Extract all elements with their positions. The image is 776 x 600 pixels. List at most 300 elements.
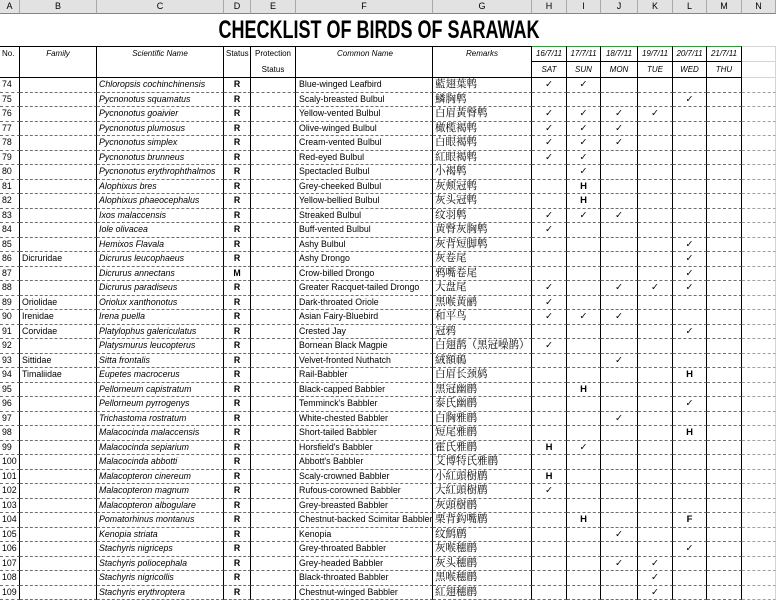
cell-status[interactable]: R <box>224 470 251 485</box>
cell-sighting-mon[interactable] <box>601 397 638 412</box>
cell-scientific-name[interactable]: Malacocinda abbotti <box>97 455 224 470</box>
header-family[interactable]: Family <box>20 46 97 62</box>
cell-no[interactable]: 109 <box>0 586 20 600</box>
cell-sighting-sat[interactable] <box>532 557 567 572</box>
cell-sighting-thu[interactable] <box>707 296 742 311</box>
cell-scientific-name[interactable]: Malacocinda malaccensis <box>97 426 224 441</box>
cell-no[interactable]: 83 <box>0 209 20 224</box>
cell-family[interactable] <box>20 484 97 499</box>
cell-sighting-sun[interactable]: ✓ <box>567 441 601 456</box>
cell-sighting-mon[interactable] <box>601 513 638 528</box>
empty-cell[interactable] <box>742 209 776 224</box>
cell-common-name[interactable]: Short-tailed Babbler <box>296 426 433 441</box>
empty-cell[interactable] <box>742 571 776 586</box>
header-day-tue[interactable]: TUE <box>638 62 673 78</box>
empty-cell[interactable] <box>742 78 776 93</box>
cell-sighting-sat[interactable] <box>532 571 567 586</box>
cell-sighting-wed[interactable]: ✓ <box>673 281 707 296</box>
cell-sighting-thu[interactable] <box>707 209 742 224</box>
cell-sighting-sun[interactable]: H <box>567 383 601 398</box>
cell-sighting-mon[interactable]: ✓ <box>601 412 638 427</box>
cell-protection-status[interactable] <box>251 586 296 600</box>
header-day-wed[interactable]: WED <box>673 62 707 78</box>
cell-sighting-wed[interactable] <box>673 223 707 238</box>
cell-common-name[interactable]: Black-throated Babbler <box>296 571 433 586</box>
cell-family[interactable]: Oriolidae <box>20 296 97 311</box>
cell-protection-status[interactable] <box>251 470 296 485</box>
cell-common-name[interactable]: Grey-breasted Babbler <box>296 499 433 514</box>
cell-common-name[interactable]: White-chested Babbler <box>296 412 433 427</box>
cell-scientific-name[interactable]: Malacocinda sepiarium <box>97 441 224 456</box>
cell-sighting-thu[interactable] <box>707 586 742 600</box>
cell-sighting-tue[interactable] <box>638 499 673 514</box>
cell-remarks[interactable]: 冠鸦 <box>433 325 532 340</box>
cell-sighting-sun[interactable]: ✓ <box>567 78 601 93</box>
cell-remarks[interactable]: 灰頭樹鹛 <box>433 499 532 514</box>
cell-sighting-sun[interactable] <box>567 238 601 253</box>
cell-sighting-tue[interactable] <box>638 339 673 354</box>
cell-sighting-thu[interactable] <box>707 267 742 282</box>
cell-no[interactable]: 87 <box>0 267 20 282</box>
cell-remarks[interactable]: 短尾雅鹛 <box>433 426 532 441</box>
cell-scientific-name[interactable]: Malacopteron cinereum <box>97 470 224 485</box>
cell-no[interactable]: 91 <box>0 325 20 340</box>
cell-remarks[interactable]: 黑喉黄鹂 <box>433 296 532 311</box>
cell-sighting-sun[interactable]: ✓ <box>567 122 601 137</box>
empty-cell[interactable] <box>742 122 776 137</box>
cell-common-name[interactable]: Crow-billed Drongo <box>296 267 433 282</box>
cell-scientific-name[interactable]: Stachyris poliocephala <box>97 557 224 572</box>
cell-sighting-mon[interactable] <box>601 586 638 600</box>
cell-family[interactable] <box>20 339 97 354</box>
cell-remarks[interactable]: 藍翅葉鹎 <box>433 78 532 93</box>
cell-status[interactable]: R <box>224 151 251 166</box>
cell-family[interactable] <box>20 571 97 586</box>
cell-protection-status[interactable] <box>251 412 296 427</box>
cell-sighting-sat[interactable] <box>532 325 567 340</box>
cell-no[interactable]: 102 <box>0 484 20 499</box>
cell-no[interactable]: 81 <box>0 180 20 195</box>
empty-cell[interactable] <box>742 397 776 412</box>
cell-sighting-mon[interactable]: ✓ <box>601 281 638 296</box>
cell-remarks[interactable]: 白翅鹊（黑冠噪鹊） <box>433 339 532 354</box>
cell-sighting-sat[interactable]: ✓ <box>532 296 567 311</box>
header-protection-status[interactable]: Protection <box>251 46 296 62</box>
column-header-m[interactable]: M <box>707 0 742 14</box>
cell-sighting-thu[interactable] <box>707 354 742 369</box>
cell-status[interactable]: R <box>224 136 251 151</box>
cell-sighting-tue[interactable] <box>638 180 673 195</box>
cell-sighting-thu[interactable] <box>707 122 742 137</box>
empty-cell[interactable] <box>224 62 251 78</box>
cell-scientific-name[interactable]: Stachyris nigriceps <box>97 542 224 557</box>
cell-sighting-sun[interactable]: H <box>567 194 601 209</box>
cell-remarks[interactable]: 紅眼褐鹎 <box>433 151 532 166</box>
cell-no[interactable]: 82 <box>0 194 20 209</box>
cell-sighting-sun[interactable] <box>567 557 601 572</box>
empty-cell[interactable] <box>296 62 433 78</box>
empty-cell[interactable] <box>742 354 776 369</box>
cell-sighting-wed[interactable] <box>673 470 707 485</box>
empty-cell[interactable] <box>742 136 776 151</box>
cell-common-name[interactable]: Scaly-breasted Bulbul <box>296 93 433 108</box>
cell-sighting-sun[interactable]: ✓ <box>567 151 601 166</box>
cell-sighting-mon[interactable] <box>601 296 638 311</box>
cell-sighting-tue[interactable]: ✓ <box>638 571 673 586</box>
cell-sighting-sun[interactable] <box>567 542 601 557</box>
header-date-sun[interactable]: 17/7/11 <box>567 46 601 62</box>
cell-scientific-name[interactable]: Dicrurus annectans <box>97 267 224 282</box>
cell-no[interactable]: 88 <box>0 281 20 296</box>
cell-sighting-thu[interactable] <box>707 165 742 180</box>
cell-protection-status[interactable] <box>251 252 296 267</box>
header-scientific-name[interactable]: Scientific Name <box>97 46 224 62</box>
cell-sighting-thu[interactable] <box>707 325 742 340</box>
cell-no[interactable]: 75 <box>0 93 20 108</box>
cell-sighting-wed[interactable]: F <box>673 513 707 528</box>
cell-status[interactable]: R <box>224 122 251 137</box>
cell-sighting-thu[interactable] <box>707 441 742 456</box>
cell-remarks[interactable]: 灰头穗鹛 <box>433 557 532 572</box>
cell-status[interactable]: R <box>224 296 251 311</box>
cell-sighting-tue[interactable] <box>638 455 673 470</box>
cell-scientific-name[interactable]: Eupetes macrocerus <box>97 368 224 383</box>
cell-common-name[interactable]: Olive-winged Bulbul <box>296 122 433 137</box>
cell-sighting-sun[interactable] <box>567 296 601 311</box>
cell-sighting-wed[interactable]: H <box>673 426 707 441</box>
cell-scientific-name[interactable]: Pycnonotus squamatus <box>97 93 224 108</box>
empty-cell[interactable] <box>742 412 776 427</box>
cell-sighting-sun[interactable] <box>567 252 601 267</box>
cell-scientific-name[interactable]: Malacopteron magnum <box>97 484 224 499</box>
cell-sighting-sat[interactable] <box>532 238 567 253</box>
cell-sighting-wed[interactable] <box>673 412 707 427</box>
cell-sighting-wed[interactable] <box>673 557 707 572</box>
cell-remarks[interactable]: 白胸雅鹛 <box>433 412 532 427</box>
cell-sighting-thu[interactable] <box>707 78 742 93</box>
cell-remarks[interactable]: 大盘尾 <box>433 281 532 296</box>
cell-protection-status[interactable] <box>251 281 296 296</box>
cell-sighting-sun[interactable]: ✓ <box>567 209 601 224</box>
cell-sighting-thu[interactable] <box>707 368 742 383</box>
cell-status[interactable]: R <box>224 426 251 441</box>
cell-scientific-name[interactable]: Stachyris erythroptera <box>97 586 224 600</box>
cell-status[interactable]: R <box>224 339 251 354</box>
cell-common-name[interactable]: Yellow-bellied Bulbul <box>296 194 433 209</box>
empty-cell[interactable] <box>742 281 776 296</box>
cell-family[interactable] <box>20 93 97 108</box>
cell-sighting-mon[interactable] <box>601 252 638 267</box>
column-header-i[interactable]: I <box>567 0 601 14</box>
cell-sighting-thu[interactable] <box>707 180 742 195</box>
cell-family[interactable] <box>20 165 97 180</box>
empty-cell[interactable] <box>742 557 776 572</box>
header-common-name[interactable]: Common Name <box>296 46 433 62</box>
empty-cell[interactable] <box>742 238 776 253</box>
cell-status[interactable]: R <box>224 281 251 296</box>
empty-cell[interactable] <box>742 223 776 238</box>
cell-protection-status[interactable] <box>251 267 296 282</box>
cell-sighting-tue[interactable] <box>638 122 673 137</box>
cell-sighting-wed[interactable] <box>673 528 707 543</box>
empty-cell[interactable] <box>742 383 776 398</box>
cell-status[interactable]: R <box>224 165 251 180</box>
empty-cell[interactable] <box>742 368 776 383</box>
cell-sighting-mon[interactable] <box>601 238 638 253</box>
cell-remarks[interactable]: 灰卷尾 <box>433 252 532 267</box>
cell-family[interactable]: Dicruridae <box>20 252 97 267</box>
cell-remarks[interactable]: 大紅頭樹鹛 <box>433 484 532 499</box>
cell-status[interactable]: R <box>224 397 251 412</box>
cell-sighting-tue[interactable] <box>638 470 673 485</box>
cell-sighting-mon[interactable] <box>601 383 638 398</box>
empty-cell[interactable] <box>742 165 776 180</box>
cell-sighting-tue[interactable] <box>638 484 673 499</box>
cell-sighting-wed[interactable] <box>673 107 707 122</box>
cell-status[interactable]: R <box>224 368 251 383</box>
cell-sighting-sun[interactable]: ✓ <box>567 136 601 151</box>
cell-sighting-wed[interactable] <box>673 136 707 151</box>
header-no[interactable]: No. <box>0 46 20 62</box>
cell-scientific-name[interactable]: Hemixos Flavala <box>97 238 224 253</box>
column-header-c[interactable]: C <box>97 0 224 14</box>
cell-common-name[interactable]: Grey-cheeked Bulbul <box>296 180 433 195</box>
cell-no[interactable]: 90 <box>0 310 20 325</box>
cell-sighting-sat[interactable]: ✓ <box>532 107 567 122</box>
empty-cell[interactable] <box>742 93 776 108</box>
column-header-h[interactable]: H <box>532 0 567 14</box>
cell-sighting-thu[interactable] <box>707 107 742 122</box>
cell-sighting-thu[interactable] <box>707 513 742 528</box>
cell-sighting-mon[interactable] <box>601 151 638 166</box>
cell-sighting-tue[interactable]: ✓ <box>638 281 673 296</box>
cell-sighting-thu[interactable] <box>707 310 742 325</box>
cell-common-name[interactable]: Velvet-fronted Nuthatch <box>296 354 433 369</box>
cell-protection-status[interactable] <box>251 339 296 354</box>
cell-sighting-tue[interactable] <box>638 513 673 528</box>
cell-sighting-sat[interactable] <box>532 383 567 398</box>
cell-protection-status[interactable] <box>251 397 296 412</box>
cell-sighting-thu[interactable] <box>707 136 742 151</box>
cell-scientific-name[interactable]: Dicrurus leucophaeus <box>97 252 224 267</box>
cell-sighting-thu[interactable] <box>707 238 742 253</box>
cell-no[interactable]: 77 <box>0 122 20 137</box>
cell-common-name[interactable]: Ashy Drongo <box>296 252 433 267</box>
cell-sighting-tue[interactable] <box>638 397 673 412</box>
cell-sighting-sun[interactable]: ✓ <box>567 107 601 122</box>
cell-sighting-sun[interactable] <box>567 412 601 427</box>
column-header-j[interactable]: J <box>601 0 638 14</box>
cell-common-name[interactable]: Buff-vented Bulbul <box>296 223 433 238</box>
cell-sighting-sat[interactable]: ✓ <box>532 223 567 238</box>
cell-family[interactable] <box>20 499 97 514</box>
column-header-n[interactable]: N <box>742 0 776 14</box>
cell-sighting-mon[interactable] <box>601 542 638 557</box>
cell-protection-status[interactable] <box>251 93 296 108</box>
cell-sighting-mon[interactable] <box>601 484 638 499</box>
cell-no[interactable]: 108 <box>0 571 20 586</box>
cell-sighting-sat[interactable] <box>532 368 567 383</box>
cell-scientific-name[interactable]: Pycnonotus erythrophthalmos <box>97 165 224 180</box>
cell-sighting-sat[interactable] <box>532 513 567 528</box>
cell-sighting-tue[interactable] <box>638 223 673 238</box>
cell-remarks[interactable]: 栗背鈎嘴鹛 <box>433 513 532 528</box>
cell-sighting-sun[interactable]: ✓ <box>567 165 601 180</box>
column-header-l[interactable]: L <box>673 0 707 14</box>
cell-status[interactable]: R <box>224 310 251 325</box>
cell-no[interactable]: 94 <box>0 368 20 383</box>
cell-sighting-sun[interactable] <box>567 93 601 108</box>
cell-family[interactable] <box>20 397 97 412</box>
empty-cell[interactable] <box>742 470 776 485</box>
cell-remarks[interactable]: 霍氏雅鹛 <box>433 441 532 456</box>
empty-cell[interactable] <box>742 252 776 267</box>
cell-scientific-name[interactable]: Pycnonotus plumosus <box>97 122 224 137</box>
cell-sighting-mon[interactable] <box>601 165 638 180</box>
cell-sighting-mon[interactable]: ✓ <box>601 107 638 122</box>
cell-sighting-tue[interactable] <box>638 78 673 93</box>
cell-common-name[interactable]: Cream-vented Bulbul <box>296 136 433 151</box>
cell-protection-status[interactable] <box>251 122 296 137</box>
cell-common-name[interactable]: Horsfield's Babbler <box>296 441 433 456</box>
cell-protection-status[interactable] <box>251 571 296 586</box>
cell-sighting-thu[interactable] <box>707 93 742 108</box>
cell-sighting-tue[interactable] <box>638 165 673 180</box>
cell-sighting-sat[interactable] <box>532 194 567 209</box>
column-header-e[interactable]: E <box>251 0 296 14</box>
cell-sighting-wed[interactable]: ✓ <box>673 542 707 557</box>
cell-status[interactable]: R <box>224 325 251 340</box>
cell-sighting-wed[interactable] <box>673 209 707 224</box>
cell-family[interactable] <box>20 528 97 543</box>
cell-protection-status[interactable] <box>251 426 296 441</box>
empty-cell[interactable] <box>742 267 776 282</box>
cell-protection-status[interactable] <box>251 209 296 224</box>
cell-sighting-tue[interactable] <box>638 93 673 108</box>
cell-scientific-name[interactable]: Malacopteron albogulare <box>97 499 224 514</box>
cell-remarks[interactable]: 纹羽鹎 <box>433 209 532 224</box>
cell-family[interactable] <box>20 136 97 151</box>
header-day-sun[interactable]: SUN <box>567 62 601 78</box>
cell-scientific-name[interactable]: Chloropsis cochinchinensis <box>97 78 224 93</box>
cell-remarks[interactable]: 黄臀灰胸鹎 <box>433 223 532 238</box>
cell-no[interactable]: 92 <box>0 339 20 354</box>
cell-sighting-sat[interactable]: ✓ <box>532 209 567 224</box>
empty-cell[interactable] <box>742 586 776 600</box>
cell-no[interactable]: 100 <box>0 455 20 470</box>
column-header-d[interactable]: D <box>224 0 251 14</box>
cell-sighting-wed[interactable] <box>673 586 707 600</box>
cell-no[interactable]: 84 <box>0 223 20 238</box>
cell-sighting-mon[interactable]: ✓ <box>601 557 638 572</box>
cell-scientific-name[interactable]: Irena puella <box>97 310 224 325</box>
cell-sighting-sat[interactable] <box>532 180 567 195</box>
cell-sighting-sat[interactable]: ✓ <box>532 151 567 166</box>
cell-sighting-tue[interactable]: ✓ <box>638 586 673 600</box>
cell-common-name[interactable]: Streaked Bulbul <box>296 209 433 224</box>
cell-family[interactable] <box>20 107 97 122</box>
cell-family[interactable] <box>20 412 97 427</box>
cell-sighting-wed[interactable] <box>673 455 707 470</box>
cell-sighting-wed[interactable]: ✓ <box>673 267 707 282</box>
cell-remarks[interactable]: 纹鹪鹛 <box>433 528 532 543</box>
cell-sighting-tue[interactable] <box>638 310 673 325</box>
cell-sighting-thu[interactable] <box>707 484 742 499</box>
empty-cell[interactable] <box>742 499 776 514</box>
column-header-g[interactable]: G <box>433 0 532 14</box>
cell-scientific-name[interactable]: Pomatorhinus montanus <box>97 513 224 528</box>
cell-scientific-name[interactable]: Stachyris nigricollis <box>97 571 224 586</box>
cell-sighting-sun[interactable] <box>567 281 601 296</box>
cell-sighting-wed[interactable] <box>673 499 707 514</box>
cell-remarks[interactable]: 小紅頭樹鹛 <box>433 470 532 485</box>
cell-sighting-sun[interactable] <box>567 586 601 600</box>
cell-protection-status[interactable] <box>251 194 296 209</box>
cell-sighting-sat[interactable] <box>532 93 567 108</box>
cell-no[interactable]: 80 <box>0 165 20 180</box>
cell-sighting-sun[interactable] <box>567 223 601 238</box>
cell-no[interactable]: 95 <box>0 383 20 398</box>
cell-scientific-name[interactable]: Pycnonotus simplex <box>97 136 224 151</box>
cell-no[interactable]: 105 <box>0 528 20 543</box>
cell-protection-status[interactable] <box>251 557 296 572</box>
cell-scientific-name[interactable]: Pycnonotus goaivier <box>97 107 224 122</box>
cell-scientific-name[interactable]: Sitta frontalis <box>97 354 224 369</box>
cell-sighting-mon[interactable] <box>601 78 638 93</box>
cell-sighting-mon[interactable] <box>601 93 638 108</box>
cell-sighting-tue[interactable] <box>638 209 673 224</box>
cell-remarks[interactable]: 灰颊冠鹎 <box>433 180 532 195</box>
empty-cell[interactable] <box>742 542 776 557</box>
cell-sighting-thu[interactable] <box>707 151 742 166</box>
cell-sighting-mon[interactable] <box>601 368 638 383</box>
cell-family[interactable] <box>20 281 97 296</box>
cell-sighting-sat[interactable]: ✓ <box>532 310 567 325</box>
cell-sighting-sat[interactable] <box>532 165 567 180</box>
cell-sighting-sun[interactable]: ✓ <box>567 310 601 325</box>
cell-protection-status[interactable] <box>251 499 296 514</box>
cell-common-name[interactable]: Scaly-crowned Babbler <box>296 470 433 485</box>
cell-remarks[interactable]: 灰头冠鹎 <box>433 194 532 209</box>
cell-sighting-wed[interactable] <box>673 310 707 325</box>
empty-cell[interactable] <box>742 296 776 311</box>
column-header-f[interactable]: F <box>296 0 433 14</box>
cell-protection-status[interactable] <box>251 310 296 325</box>
cell-status[interactable]: R <box>224 194 251 209</box>
cell-family[interactable] <box>20 441 97 456</box>
cell-remarks[interactable]: 和平鸟 <box>433 310 532 325</box>
cell-sighting-thu[interactable] <box>707 397 742 412</box>
cell-common-name[interactable]: Crested Jay <box>296 325 433 340</box>
cell-common-name[interactable]: Grey-headed Babbler <box>296 557 433 572</box>
cell-common-name[interactable]: Rail-Babbler <box>296 368 433 383</box>
header-date-mon[interactable]: 18/7/11 <box>601 46 638 62</box>
cell-sighting-wed[interactable] <box>673 165 707 180</box>
cell-no[interactable]: 79 <box>0 151 20 166</box>
cell-sighting-thu[interactable] <box>707 252 742 267</box>
cell-sighting-wed[interactable] <box>673 78 707 93</box>
cell-sighting-wed[interactable] <box>673 122 707 137</box>
cell-no[interactable]: 89 <box>0 296 20 311</box>
cell-sighting-thu[interactable] <box>707 470 742 485</box>
cell-protection-status[interactable] <box>251 542 296 557</box>
header-date-tue[interactable]: 19/7/11 <box>638 46 673 62</box>
cell-protection-status[interactable] <box>251 368 296 383</box>
cell-sighting-mon[interactable]: ✓ <box>601 528 638 543</box>
cell-sighting-wed[interactable] <box>673 354 707 369</box>
cell-sighting-sat[interactable] <box>532 586 567 600</box>
cell-status[interactable]: R <box>224 223 251 238</box>
